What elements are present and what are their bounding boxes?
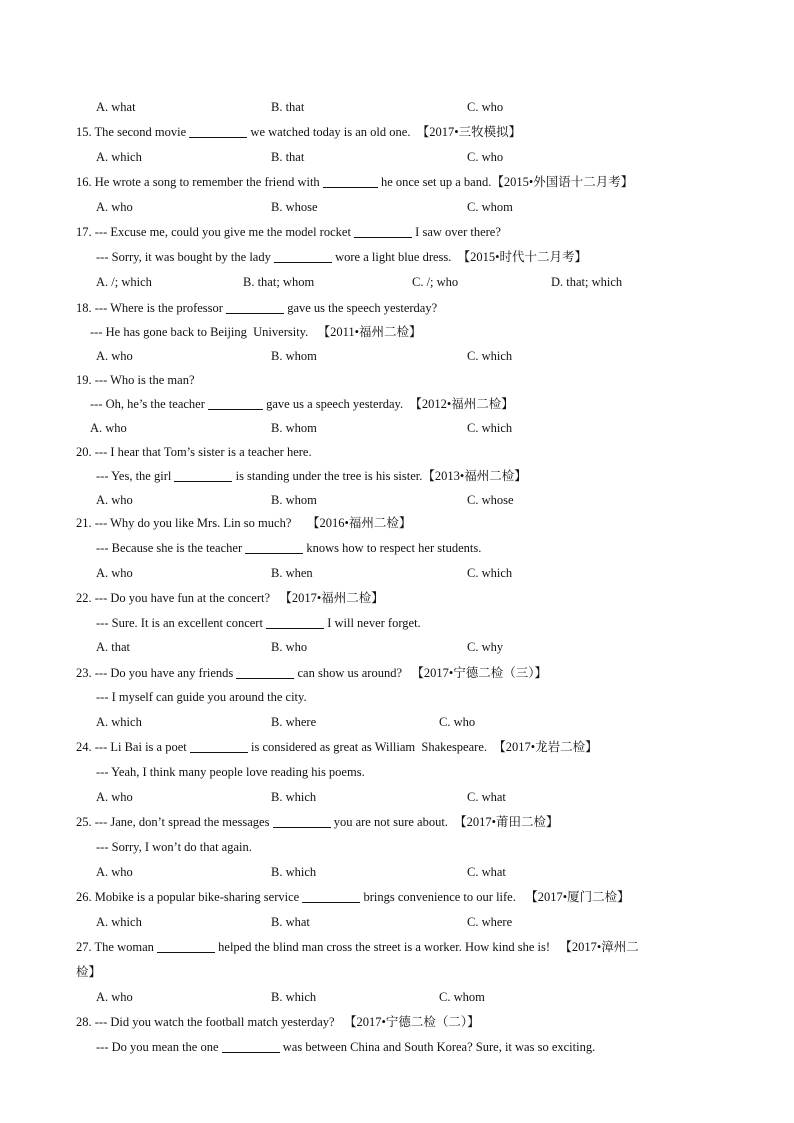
q21-option-b: B. when (271, 566, 313, 580)
q27-stem-continued: 检】 (76, 965, 102, 979)
q26-option-c: C. where (467, 915, 513, 929)
q22-line2: --- Sure. It is an excellent concert I will never forget. (96, 616, 421, 630)
q24-option-b: B. which (271, 790, 317, 804)
q17-line1: 17. --- Excuse me, could you give me the model rocket I saw over there? (76, 225, 501, 239)
q19-line1: 19. --- Who is the man? (76, 373, 195, 387)
q27-option-b: B. which (271, 990, 317, 1004)
q14-option-c: C. who (467, 100, 504, 114)
answer-blank (274, 250, 332, 263)
q25-option-a: A. who (96, 865, 133, 879)
q14-option-a: A. what (96, 100, 136, 114)
q26-option-b: B. what (271, 915, 310, 929)
q21-option-a: A. who (96, 566, 133, 580)
q23-option-c: C. who (439, 715, 476, 729)
answer-blank (226, 301, 284, 314)
q23-option-b: B. where (271, 715, 317, 729)
q20-option-b: B. whom (271, 493, 317, 507)
q21-option-c: C. which (467, 566, 513, 580)
q15-option-b: B. that (271, 150, 305, 164)
answer-blank (174, 469, 232, 482)
q27-option-c: C. whom (439, 990, 485, 1004)
q17-line2: --- Sorry, it was bought by the lady wore a light blue dress. 【2015•时代十二月考】 (96, 250, 588, 264)
q22-line1: 22. --- Do you have fun at the concert? 【2017•福州二检】 (76, 591, 384, 605)
q16-option-a: A. who (96, 200, 133, 214)
q17-option-a: A. /; which (96, 275, 152, 289)
q27-option-a: A. who (96, 990, 133, 1004)
q22-option-b: B. who (271, 640, 308, 654)
q21-line2: --- Because she is the teacher knows how to respect her students. (96, 541, 482, 555)
q19-option-b: B. whom (271, 421, 317, 435)
q18-option-c: C. which (467, 349, 513, 363)
answer-blank (208, 397, 263, 410)
q20-line2: --- Yes, the girl is standing under the tree is his sister.【2013•福州二检】 (96, 469, 527, 483)
q24-line1: 24. --- Li Bai is a poet is considered as great as William Shakespeare. 【2017•龙岩二检】 (76, 740, 598, 754)
q22-option-a: A. that (96, 640, 131, 654)
q23-line1: 23. --- Do you have any friends can show us around? 【2017•宁德二检（三）】 (76, 666, 547, 680)
q24-option-c: C. what (467, 790, 506, 804)
q16-stem: 16. He wrote a song to remember the friend with he once set up a band.【2015•外国语十二月考】 (76, 175, 634, 189)
q16-option-c: C. whom (467, 200, 513, 214)
q28-line1: 28. --- Did you watch the football match yesterday? 【2017•宁德二检（二）】 (76, 1015, 480, 1029)
q19-line2: --- Oh, he’s the teacher gave us a speech yesterday. 【2012•福州二检】 (90, 397, 514, 411)
q16-option-b: B. whose (271, 200, 318, 214)
q18-line2: --- He has gone back to Beijing University. 【2011•福州二检】 (90, 325, 422, 339)
q18-line1: 18. --- Where is the professor gave us the speech yesterday? (76, 301, 438, 315)
answer-blank (354, 225, 412, 238)
answer-blank (266, 616, 324, 629)
q17-option-b: B. that; whom (243, 275, 315, 289)
q25-option-c: C. what (467, 865, 506, 879)
q19-option-c: C. which (467, 421, 513, 435)
q18-option-b: B. whom (271, 349, 317, 363)
answer-blank (323, 175, 378, 188)
q28-line2: --- Do you mean the one was between China and South Korea? Sure, it was so exciting. (96, 1040, 596, 1054)
q17-option-d: D. that; which (551, 275, 623, 289)
q24-option-a: A. who (96, 790, 133, 804)
q21-line1: 21. --- Why do you like Mrs. Lin so much? 【2016•福州二检】 (76, 516, 412, 530)
q24-line2: --- Yeah, I think many people love reading his poems. (96, 765, 365, 779)
q18-option-a: A. who (96, 349, 133, 363)
answer-blank (157, 940, 215, 953)
q25-option-b: B. which (271, 865, 317, 879)
q20-line1: 20. --- I hear that Tom’s sister is a teacher here. (76, 445, 312, 459)
q15-option-a: A. which (96, 150, 142, 164)
q23-option-a: A. which (96, 715, 142, 729)
q14-option-b: B. that (271, 100, 305, 114)
q26-stem: 26. Mobike is a popular bike-sharing service brings convenience to our life. 【2017•厦门二检】 (76, 890, 630, 904)
q20-option-c: C. whose (467, 493, 514, 507)
q25-line2: --- Sorry, I won’t do that again. (96, 840, 252, 854)
q27-stem: 27. The woman helped the blind man cross the street is a worker. How kind she is! 【2017•漳州二 (76, 940, 639, 954)
q17-option-c: C. /; who (412, 275, 459, 289)
q23-line2: --- I myself can guide you around the city. (96, 690, 307, 704)
q25-line1: 25. --- Jane, don’t spread the messages you are not sure about. 【2017•莆田二检】 (76, 815, 559, 829)
answer-blank (302, 890, 360, 903)
answer-blank (189, 125, 247, 138)
q15-option-c: C. who (467, 150, 504, 164)
q26-option-a: A. which (96, 915, 142, 929)
answer-blank (245, 541, 303, 554)
answer-blank (273, 815, 331, 828)
answer-blank (190, 740, 248, 753)
q19-option-a: A. who (90, 421, 127, 435)
q22-option-c: C. why (467, 640, 504, 654)
q15-stem: 15. The second movie we watched today is an old one. 【2017•三牧模拟】 (76, 125, 522, 139)
answer-blank (222, 1040, 280, 1053)
q20-option-a: A. who (96, 493, 133, 507)
answer-blank (236, 666, 294, 679)
